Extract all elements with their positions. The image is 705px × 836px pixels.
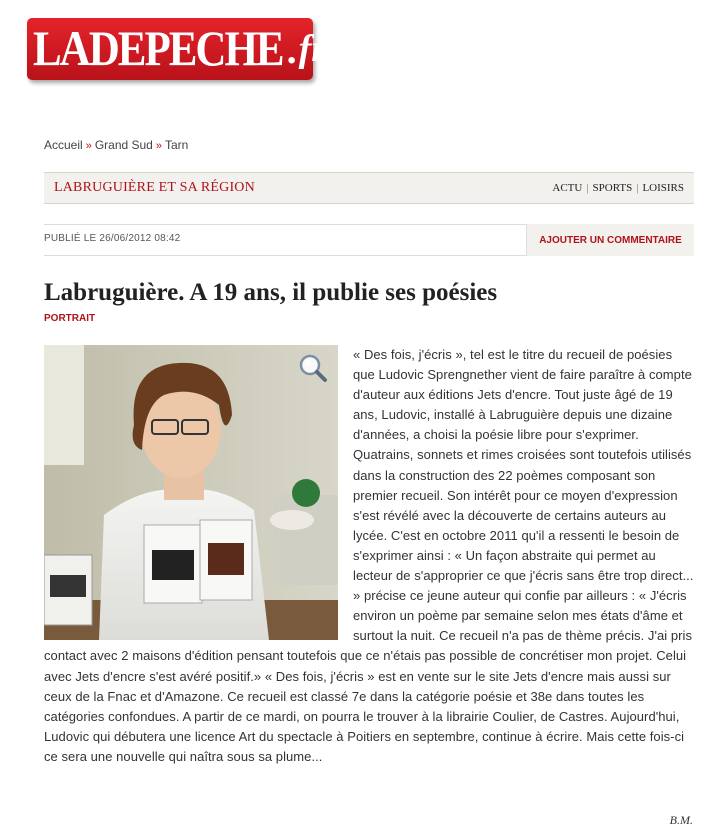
nav-divider: | [586,182,589,194]
breadcrumb [44,138,188,152]
section-nav-loisirs[interactable]: LOISIRS [642,182,684,194]
breadcrumb-home[interactable]: Accueil [44,138,83,152]
article-meta-bar [44,224,694,256]
breadcrumb-separator: » [155,140,162,152]
section-nav-sports[interactable]: SPORTS [592,182,633,194]
site-logo[interactable] [27,18,327,80]
article-body-text: « Des fois, j'écris », tel est le titre du recueil de poésies que Ludovic Sprengnether vient de faire paraître à compte d'auteur aux éditions Jets d'encre. Tout juste âgé de 19 ans, Ludovic, installé à Labruguière depuis une dizaine d'années, a choisi la poésie libre pour s'exprimer. Quatrains, sonnets et rimes croisées sont toutefois utilisés dans la construction des 22 poèmes composant son premier recueil. Son intérêt pour ce moyen d'expression s'est révélé avec la découverte de certains auteurs au lycée. C'est en octobre 2011 qu'il a ressenti le besoin de s'exprimer ainsi : « Un façon abstraite qui permet au lecteur de s'approprier ce que j'écris sans être trop direct... » précise ce jeune auteur qui confie par ailleurs : « J'écris environ un poème par semaine selon mes états d'âme et surtout la nuit. Ce recueil n'a pas de thème précis. J'ai pris contact avec 2 maisons d'édition pensant toutefois que ce n'étais pas possible de concrétiser mon projet. Celui avec Jets d'encre s'est avéré positif.» « Des fois, j'écris » est en vente sur le site Jets d'encre mais aussi sur ceux de la Fnac et d'Amazone. Ce recueil est classé 7e dans la catégorie poésie et 38e dans toutes les catégories confondues. A partir de ce mardi, on pourra le trouver à la librairie Coulier, de Castres. Aujourd'hui, Ludovic qui débutera une licence Art du spectacle à Poitiers en septembre, continue à écrire. Mais cette fois-ci ce sera une nouvelle qui naîtra sous sa plume... [44,347,694,764]
article-author: B.M. [669,813,693,827]
breadcrumb-grand-sud[interactable]: Grand Sud [94,138,153,152]
breadcrumb-tarn[interactable]: Tarn [164,138,189,152]
section-nav-actu[interactable]: ACTU [552,182,583,194]
section-nav [552,182,684,194]
publish-date: PUBLIÉ LE 26/06/2012 08:42 [44,233,181,244]
article-photo[interactable] [44,345,338,640]
section-title[interactable]: LABRUGUIÈRE ET SA RÉGION [54,180,255,195]
article-headline: Labruguière. A 19 ans, il publie ses poésies [44,279,498,306]
nav-divider: | [636,182,639,194]
add-comment-button[interactable]: AJOUTER UN COMMENTAIRE [526,224,694,256]
photo-illustration [44,345,338,640]
breadcrumb-separator: » [85,140,92,152]
logo-tld: fr [298,28,327,70]
logo-dot: . [286,26,297,72]
magnifier-icon[interactable] [298,353,328,383]
logo-text: LADEPECHE [33,21,283,77]
article-category[interactable]: PORTRAIT [44,313,96,324]
section-bar [44,172,694,204]
